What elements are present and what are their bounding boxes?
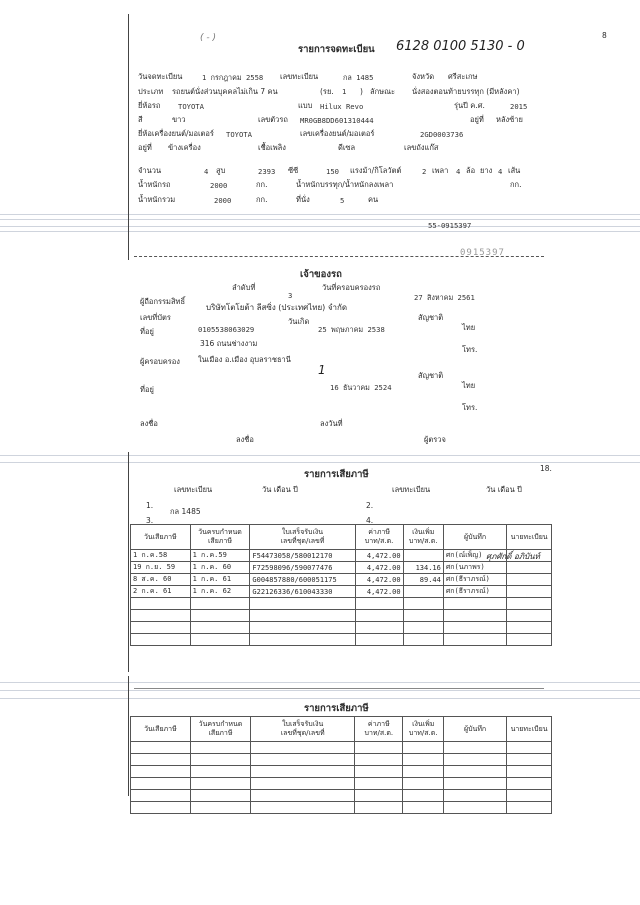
tax2-cell-empty — [131, 802, 191, 814]
tax-col-plate: เลขทะเบียน — [174, 485, 213, 494]
axle-unit: เพลา — [432, 166, 449, 175]
nation-value: ไทย — [462, 323, 476, 332]
th2-due: วันครบกำหนด เสียภาษี — [190, 717, 250, 742]
tax-cell-empty — [250, 598, 355, 610]
style-value: นั่งสองตอนท้ายบรรทุก (มีหลังคา) — [412, 87, 520, 96]
tax2-cell-empty — [403, 790, 444, 802]
tax-row-empty — [131, 622, 552, 634]
tax-cell-empty — [507, 622, 552, 634]
tax-cell-empty — [355, 598, 403, 610]
tax2-cell-empty — [131, 790, 191, 802]
th-tax: ค่าภาษี บาท/ส.ต. — [355, 525, 403, 550]
tax-cell-rec: ศก(ธีราภรณ์) — [443, 586, 506, 598]
fuel-value: ดีเซล — [338, 143, 356, 152]
tax-cell-empty — [250, 622, 355, 634]
officer-label: ผู้ตรวจ — [424, 435, 446, 444]
tax2-cell-empty — [355, 754, 403, 766]
th-receipt: ใบเสร็จรับเงิน เลขที่ชุด/เลขที่ — [250, 525, 355, 550]
tax2-cell-empty — [251, 802, 355, 814]
tax2-cell-empty — [131, 766, 191, 778]
tax-cell-due: 1 ก.ค. 62 — [190, 586, 250, 598]
cyl-unit: สูบ — [216, 166, 226, 175]
tax-cell-due: 1 ก.ค.59 — [190, 550, 250, 562]
possess-date: 27 สิงหาคม 2561 — [414, 293, 475, 302]
tax-table-1-header — [131, 525, 552, 550]
tax2-cell-empty — [355, 742, 403, 754]
tax-cell-due: 1 ก.ค. 60 — [190, 562, 250, 574]
tax2-cell-empty — [403, 766, 444, 778]
possess-date-label: วันที่ครอบครองรถ — [322, 283, 381, 292]
th-paid: วันเสียภาษี — [131, 525, 191, 550]
tax-cell-empty — [190, 610, 250, 622]
th2-receipt: ใบเสร็จรับเงิน เลขที่ชุด/เลขที่ — [251, 717, 355, 742]
page-mark: 8 — [602, 31, 607, 40]
birth-value: 25 พฤษภาคม 2538 — [318, 325, 385, 334]
tax2-cell-empty — [251, 742, 355, 754]
color-label: สี — [138, 115, 143, 124]
tax2-cell-empty — [444, 778, 507, 790]
tax-col-plate2: เลขทะเบียน — [392, 485, 431, 494]
province-label: จังหวัด — [412, 72, 435, 81]
tax-cell-empty — [355, 634, 403, 646]
tax2-cell-empty — [507, 766, 552, 778]
tax-cell-empty — [507, 598, 552, 610]
tax-cell-empty — [507, 610, 552, 622]
holder-birth: 16 ธันวาคม 2524 — [330, 383, 392, 392]
tax-row-empty — [131, 598, 552, 610]
chassis-label: เลขตัวรถ — [258, 115, 288, 124]
nation2-value: ไทย — [462, 381, 476, 390]
seat-unit: คน — [368, 195, 379, 204]
tax-cell-empty — [403, 610, 443, 622]
tax-cell-extra — [403, 586, 443, 598]
tax-corner-number: 18. — [540, 464, 552, 473]
addr-value: 316 ถนนช่างงาม — [200, 339, 258, 348]
fuel-label: เชื้อเพลิง — [258, 143, 286, 152]
tax-table-2-header — [131, 717, 552, 742]
scan-line — [0, 219, 640, 220]
engine-brand-value: TOYOTA — [226, 130, 252, 139]
tax-title-2: รายการเสียภาษี — [304, 703, 369, 714]
count-label: จำนวน — [138, 166, 162, 175]
year-value: 2015 — [510, 102, 528, 111]
tel2-label: โทร. — [462, 403, 478, 412]
th2-tax: ค่าภาษี บาท/ส.ต. — [355, 717, 403, 742]
engine-brand-label: ยี่ห้อเครื่องยนต์/มอเตอร์ — [138, 129, 214, 138]
tax-cell-paid: 8 ส.ค. 60 — [131, 574, 191, 586]
engine-no-label: เลขเครื่องยนต์/มอเตอร์ — [300, 129, 375, 138]
tax2-cell-empty — [355, 790, 403, 802]
th-recorder: ผู้บันทึก — [443, 525, 506, 550]
tank-label: เลขถังแก๊ส — [404, 143, 439, 152]
tax-table-2 — [130, 716, 552, 814]
wheel-unit: ล้อ — [466, 166, 476, 175]
tax2-cell-empty — [190, 778, 250, 790]
tax2-cell-empty — [444, 766, 507, 778]
tax-cell-extra — [403, 550, 443, 562]
weight-label: น้ำหนักรถ — [138, 180, 171, 189]
th2-paid: วันเสียภาษี — [131, 717, 191, 742]
owner-title: เจ้าของรถ — [300, 269, 342, 280]
tax2-cell-empty — [190, 754, 250, 766]
model-value: Hilux Revo — [320, 102, 364, 111]
scan-line — [0, 226, 640, 227]
th2-registrar: นายทะเบียน — [507, 717, 552, 742]
tax-cell-empty — [443, 610, 506, 622]
nation-label: สัญชาติ — [418, 313, 444, 322]
scan-line — [0, 690, 640, 691]
tax-cell-receipt: F54473058/580012170 — [250, 550, 355, 562]
tax-title-1: รายการเสียภาษี — [304, 469, 369, 480]
tax2-cell-empty — [355, 802, 403, 814]
sign-label: ลงชื่อ — [140, 419, 158, 428]
tax-col-date2: วัน เดือน ปี — [486, 485, 522, 494]
tax2-cell-empty — [444, 742, 507, 754]
scan-line — [0, 214, 640, 215]
tax-cell-empty — [403, 598, 443, 610]
tax-cell-due: 1 ก.ค. 61 — [190, 574, 250, 586]
birth-label: วันเกิด — [288, 317, 310, 326]
tax-cell-tax: 4,472.00 — [355, 562, 403, 574]
separator-2 — [134, 688, 544, 689]
rt-label: (รย. — [320, 87, 334, 96]
tax2-cell-empty — [403, 742, 444, 754]
handwritten-number: 6128 0100 5130 - 0 — [396, 39, 525, 54]
gross-label: น้ำหนักรวม — [138, 195, 176, 204]
year-label: รุ่นปี ค.ศ. — [454, 101, 485, 110]
faded-number: 0915397 — [460, 248, 505, 258]
tax-row — [131, 574, 552, 586]
tax-cell-paid: 1 ก.ค.58 — [131, 550, 191, 562]
tax-cell-empty — [250, 610, 355, 622]
plate-value: กล 1485 — [343, 73, 374, 82]
th-registrar: นายทะเบียน — [507, 525, 552, 550]
nation2-label: สัญชาติ — [418, 371, 444, 380]
holder-label: ผู้ครอบครอง — [140, 357, 180, 366]
tire-label: ยาง — [480, 166, 493, 175]
brand-value: TOYOTA — [178, 102, 204, 111]
seat-label: ที่นั่ง — [296, 195, 310, 204]
order-value: 3 — [288, 291, 293, 300]
cyl-value: 4 — [204, 167, 209, 176]
tax2-row-empty — [131, 778, 552, 790]
chassis-value: MR0GB8DD601310444 — [300, 116, 374, 125]
color-value: ขาว — [172, 115, 186, 124]
tax-row-1-plate: กล 1485 — [170, 507, 201, 516]
tax2-cell-empty — [403, 754, 444, 766]
tax-row-empty — [131, 634, 552, 646]
tax2-cell-empty — [355, 778, 403, 790]
officer-sign-label: ลงชื่อ — [236, 435, 254, 444]
engine-loc-label: อยู่ที่ — [138, 143, 152, 152]
tire-unit: เส้น — [508, 166, 521, 175]
registrar-signature: ศุภศักดิ์ อภิบันท์ — [486, 552, 540, 561]
scan-line — [0, 231, 640, 232]
holder-card-mark: 1 — [318, 363, 326, 377]
scan-line — [0, 698, 640, 699]
tax2-cell-empty — [251, 766, 355, 778]
tax2-cell-empty — [190, 790, 250, 802]
tax2-cell-empty — [131, 754, 191, 766]
tax-cell-paid: 2 ก.ค. 61 — [131, 586, 191, 598]
tax-cell-paid: 19 ก.ย. 59 — [131, 562, 191, 574]
tax2-cell-empty — [403, 802, 444, 814]
tax2-cell-empty — [507, 790, 552, 802]
holder-addr: ในเมือง อ.เมือง อุบลราชธานี — [198, 355, 291, 364]
load-label: น้ำหนักบรรทุก/น้ำหนักลงเพลา — [296, 180, 394, 189]
tax-cell-empty — [443, 598, 506, 610]
type-label: ประเภท — [138, 87, 164, 96]
tax-cell-rec: ศก(นภาพร) — [443, 562, 506, 574]
tax-row-empty — [131, 610, 552, 622]
tax-cell-tax: 4,472.00 — [355, 586, 403, 598]
tax-cell-empty — [403, 634, 443, 646]
hp-value: 150 — [326, 167, 339, 176]
tax-cell-tax: 4,472.00 — [355, 550, 403, 562]
tire-value: 4 — [498, 167, 503, 176]
tax2-cell-empty — [444, 754, 507, 766]
card-label: เลขที่บัตร — [140, 313, 171, 322]
tax-cell-empty — [507, 634, 552, 646]
tax2-cell-empty — [403, 778, 444, 790]
tax-cell-extra: 134.16 — [403, 562, 443, 574]
weight-unit: กก. — [256, 180, 268, 189]
scan-line — [0, 455, 640, 456]
owner-name-label: ผู้ถือกรรมสิทธิ์ — [140, 297, 186, 306]
weight-value: 2000 — [210, 181, 228, 190]
plate-label: เลขทะเบียน — [280, 72, 319, 81]
addr-label: ที่อยู่ — [140, 327, 154, 336]
tax2-cell-empty — [251, 778, 355, 790]
pencil-scribble: ( - ) — [200, 33, 216, 43]
tax2-cell-empty — [507, 742, 552, 754]
chassis-loc-label: อยู่ที่ — [470, 115, 484, 124]
tax2-cell-empty — [251, 754, 355, 766]
tax-row — [131, 586, 552, 598]
tax2-cell-empty — [190, 742, 250, 754]
th-extra: เงินเพิ่ม บาท/ส.ต. — [403, 525, 443, 550]
margin-line — [128, 14, 129, 260]
tax2-row-empty — [131, 802, 552, 814]
tel-label: โทร. — [462, 345, 478, 354]
tax-cell-empty — [443, 622, 506, 634]
tax2-cell-empty — [190, 766, 250, 778]
type-value: รถยนต์นั่งส่วนบุคคลไม่เกิน 7 คน — [172, 87, 278, 96]
tax-row-1-no: 1. — [146, 501, 154, 510]
seat-value: 5 — [340, 196, 345, 205]
scan-line — [0, 682, 640, 683]
tax-cell-extra: 89.44 — [403, 574, 443, 586]
brand-label: ยี่ห้อรถ — [138, 101, 161, 110]
margin-line — [128, 676, 129, 796]
cc-unit: ซีซี — [288, 166, 299, 175]
tax-cell-registrar — [507, 574, 552, 586]
owner-name: บริษัทโตโยต้า ลีสซิ่ง (ประเทศไทย) จำกัด — [206, 303, 348, 312]
tax2-cell-empty — [444, 802, 507, 814]
tax2-cell-empty — [507, 802, 552, 814]
load-unit: กก. — [510, 180, 522, 189]
tax-cell-rec: ศก(ณ์เพ็ญ) — [443, 550, 506, 562]
model-label: แบบ — [298, 101, 313, 110]
cc-value: 2393 — [258, 167, 276, 176]
th2-recorder: ผู้บันทึก — [444, 717, 507, 742]
addr2-label: ที่อยู่ — [140, 385, 154, 394]
engine-loc-value: ข้างเครื่อง — [168, 143, 201, 152]
sign-date-label: ลงวันที่ — [320, 419, 343, 428]
tax-cell-empty — [190, 598, 250, 610]
tax2-row-empty — [131, 742, 552, 754]
tax-col-date: วัน เดือน ปี — [262, 485, 298, 494]
th2-extra: เงินเพิ่ม บาท/ส.ต. — [403, 717, 444, 742]
tax-cell-empty — [131, 634, 191, 646]
gross-value: 2000 — [214, 196, 232, 205]
rt-value: 1 — [342, 87, 347, 96]
margin-line — [128, 452, 129, 672]
tax-cell-receipt: G22126336/610043330 — [250, 586, 355, 598]
tax-row-2-no: 2. — [366, 501, 374, 510]
order-label: ลำดับที่ — [232, 283, 256, 292]
tax2-cell-empty — [251, 790, 355, 802]
tax-row-3-no: 3. — [146, 516, 154, 525]
tax2-cell-empty — [355, 766, 403, 778]
tax2-row-empty — [131, 790, 552, 802]
tax-cell-receipt: G004857880/600051175 — [250, 574, 355, 586]
reg-date: 1 กรกฎาคม 2558 — [202, 73, 264, 82]
tax2-cell-empty — [507, 778, 552, 790]
chassis-loc-value: หลังซ้าย — [496, 115, 523, 124]
tax-cell-rec: ศก(ธีราภรณ์) — [443, 574, 506, 586]
tax2-cell-empty — [507, 754, 552, 766]
tax-table-1 — [130, 524, 552, 646]
tax-row-4-no: 4. — [366, 516, 374, 525]
tax-cell-empty — [250, 634, 355, 646]
engine-no-value: 2GD0003736 — [420, 130, 464, 139]
axle-value: 2 — [422, 167, 427, 176]
tax2-cell-empty — [190, 802, 250, 814]
wheel-value: 4 — [456, 167, 461, 176]
tax-cell-empty — [131, 598, 191, 610]
tax2-cell-empty — [131, 742, 191, 754]
ref-number: 55-0915397 — [428, 221, 472, 230]
registration-title: รายการจดทะเบียน — [298, 44, 375, 55]
tax-cell-registrar — [507, 586, 552, 598]
tax2-row-empty — [131, 766, 552, 778]
tax-cell-tax: 4,472.00 — [355, 574, 403, 586]
tax2-row-empty — [131, 754, 552, 766]
tax-cell-empty — [355, 622, 403, 634]
tax-cell-empty — [190, 634, 250, 646]
th-due: วันครบกำหนด เสียภาษี — [190, 525, 250, 550]
tax-row — [131, 562, 552, 574]
province-value: ศรีสะเกษ — [448, 72, 478, 81]
hp-unit: แรงม้า/กิโลวัตต์ — [350, 166, 402, 175]
tax2-cell-empty — [444, 790, 507, 802]
tax-cell-empty — [443, 634, 506, 646]
scan-line — [0, 462, 640, 463]
tax-cell-empty — [403, 622, 443, 634]
tax-cell-empty — [131, 622, 191, 634]
tax-cell-receipt: F72598096/590077476 — [250, 562, 355, 574]
card-value: 0105538063029 — [198, 325, 255, 334]
tax2-cell-empty — [131, 778, 191, 790]
tax-cell-empty — [131, 610, 191, 622]
gross-unit: กก. — [256, 195, 268, 204]
tax-cell-registrar — [507, 562, 552, 574]
tax-cell-empty — [190, 622, 250, 634]
tax-cell-empty — [355, 610, 403, 622]
rt-close: ) — [360, 87, 363, 96]
style-label: ลักษณะ — [370, 87, 396, 96]
reg-date-label: วันจดทะเบียน — [138, 72, 183, 81]
